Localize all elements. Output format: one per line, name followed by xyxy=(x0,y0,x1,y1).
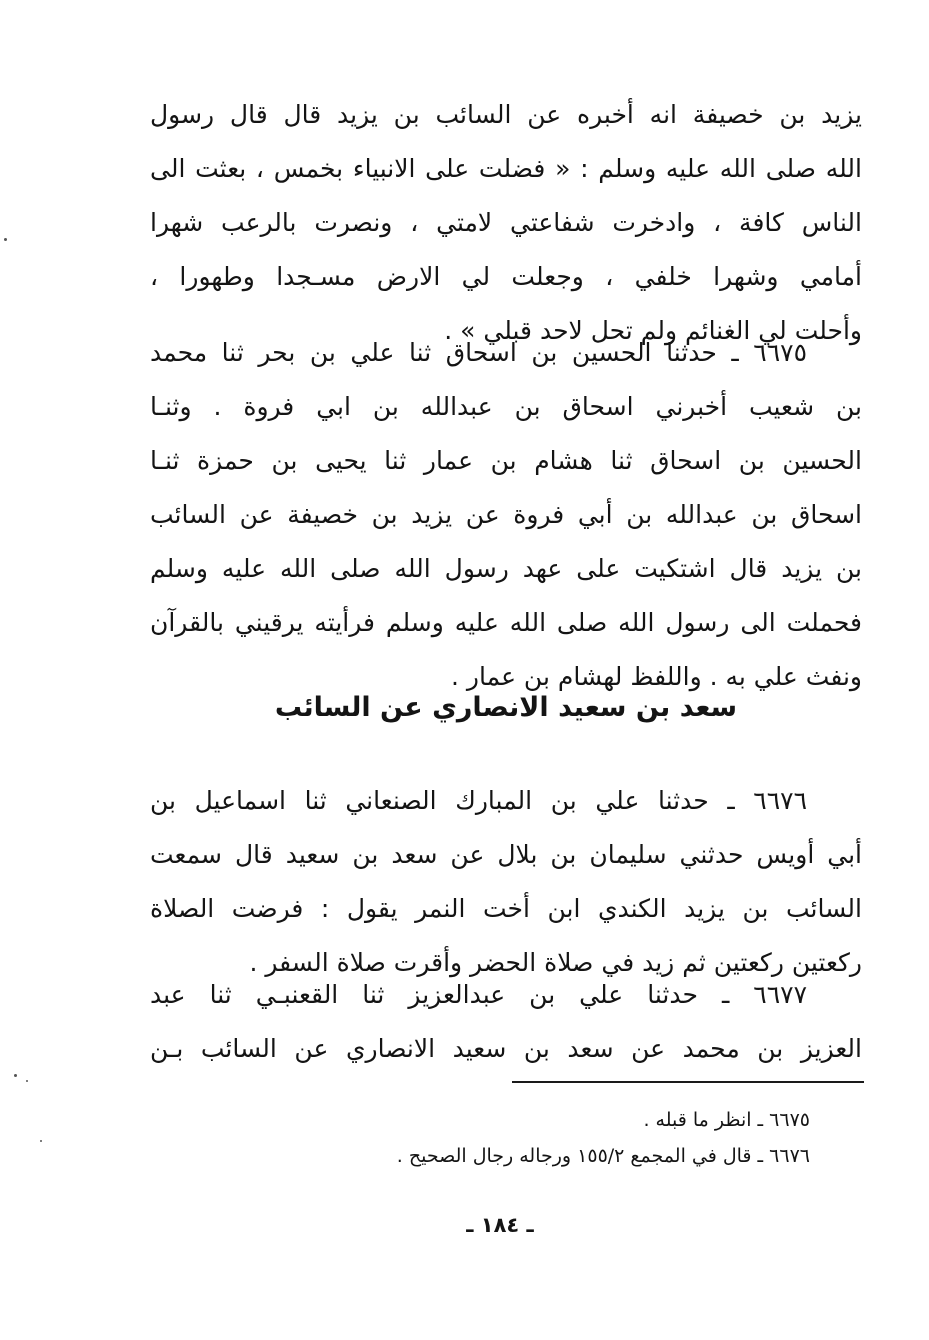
footnote: ٦٦٧٥ ـ انظر ما قبله . xyxy=(643,1109,810,1131)
scan-speck xyxy=(26,1080,28,1082)
text-line: اسحاق بن عبدالله بن أبي فروة عن يزيد بن خصيفة عن السائب xyxy=(150,500,862,529)
text-line: ٦٦٧٧ ـ حدثنا علي بن عبدالعزيز ثنا القعنبـي ثنا عبد xyxy=(150,980,807,1009)
text-line: ٦٦٧٦ ـ حدثنا علي بن المبارك الصنعاني ثنا اسماعيل بن xyxy=(150,786,807,815)
footnote-separator xyxy=(512,1081,864,1083)
text-line: فحملت الى رسول الله صلى الله عليه وسلم فرأيته يرقيني بالقرآن xyxy=(150,608,862,637)
text-line: أمامي وشهرا خلفي ، وجعلت لي الارض مسـجدا وطهورا ، xyxy=(150,262,862,291)
text-line: بن شعيب أخبرني اسحاق بن عبدالله بن ابي فروة . وثنـا xyxy=(150,392,862,421)
scan-speck xyxy=(4,238,7,241)
text-line: وأحلت لي الغنائم ولم تحل لاحد قبلي » . xyxy=(444,316,862,345)
paragraph-1 xyxy=(150,88,862,358)
text-line: الحسين بن اسحاق ثنا هشام بن عمار ثنا يحيى بن حمزة ثنـا xyxy=(150,446,862,475)
text-line: ونفث علي به . واللفظ لهشام بن عمار . xyxy=(451,662,862,691)
text-line: أبي أويس حدثني سليمان بن بلال عن سعد بن سعيد قال سمعت xyxy=(150,840,862,869)
text-line: ٦٦٧٥ ـ حدثنا الحسين بن اسحاق ثنا علي بن بحر ثنا محمد xyxy=(150,338,807,367)
text-line: بن يزيد قال اشتكيت على عهد رسول الله صلى الله عليه وسلم xyxy=(150,554,862,583)
text-line: الناس كافة ، وادخرت شفاعتي لامتي ، ونصرت بالرعب شهرا xyxy=(150,208,862,237)
page-number: ـ ١٨٤ ـ xyxy=(466,1213,534,1237)
text-line: يزيد بن خصيفة انه أخبره عن السائب بن يزيد قال قال رسول xyxy=(150,100,862,129)
footnote: ٦٦٧٦ ـ قال في المجمع ١٥٥/٢ ورجاله رجال الصحيح . xyxy=(396,1145,810,1167)
scan-speck xyxy=(14,1074,17,1077)
text-line: الله صلى الله عليه وسلم : « فضلت على الانبياء بخمس ، بعثت الى xyxy=(150,154,862,183)
text-line: ركعتين ركعتين ثم زيد في صلاة الحضر وأقرت صلاة السفر . xyxy=(249,948,862,977)
paragraph-hadith-6676 xyxy=(150,774,862,990)
text-line: العزيز بن محمد عن سعد بن سعيد الانصاري عن السائب بـن xyxy=(150,1034,862,1063)
paragraph-hadith-6675 xyxy=(150,326,862,704)
text-line: السائب بن يزيد الكندي ابن أخت النمر يقول : فرضت الصلاة xyxy=(150,894,862,923)
section-heading: سعد بن سعيد الانصاري عن السائب xyxy=(274,692,738,723)
paragraph-hadith-6677 xyxy=(150,968,862,1076)
scan-speck xyxy=(40,1140,42,1142)
footnotes xyxy=(150,1102,810,1174)
